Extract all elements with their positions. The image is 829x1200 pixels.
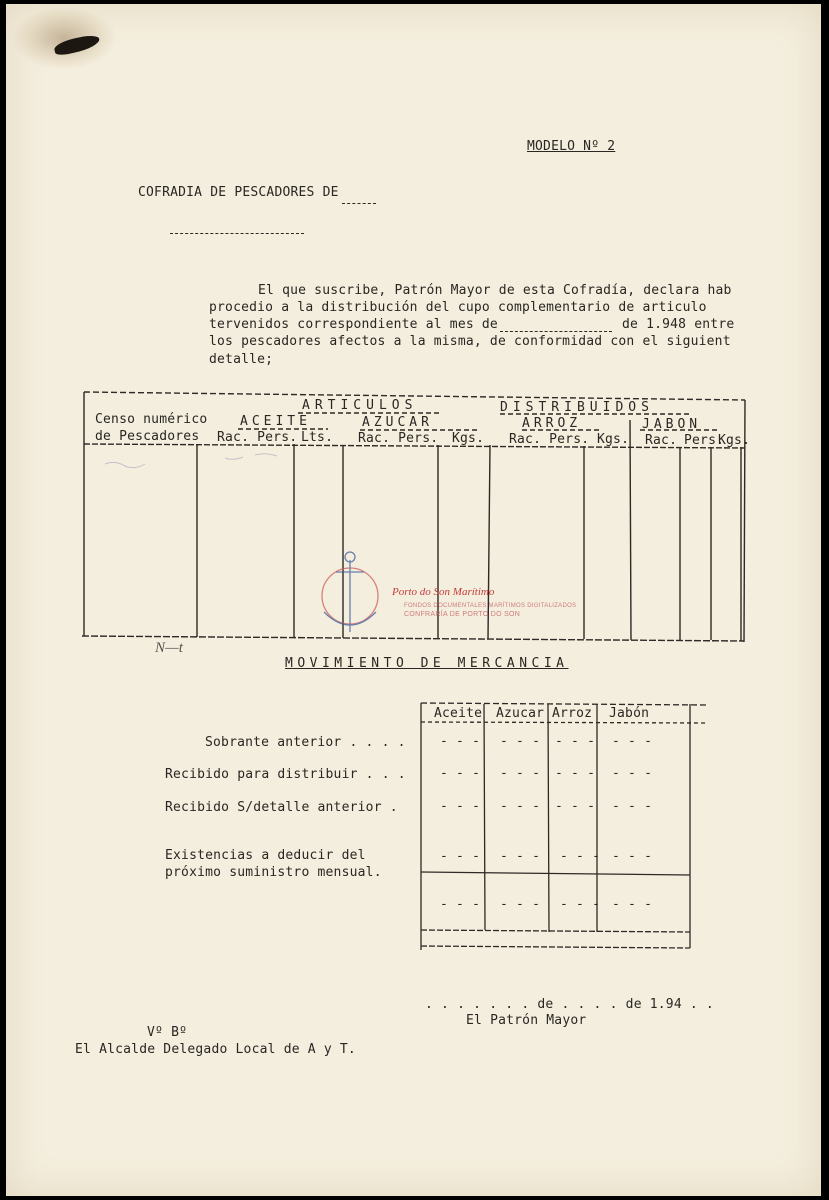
- date-line: . . . . . . . de . . . . de 1.94 . .: [425, 997, 714, 1012]
- cell-blank: - - -: [500, 799, 541, 814]
- jabon-col-pers: Pers.: [684, 433, 725, 448]
- cell-blank: - - -: [440, 897, 481, 912]
- intro-line-4: los pescadores afectos a la misma, de conformidad con el siguient: [209, 334, 731, 349]
- cell-blank: - - -: [612, 734, 653, 749]
- cell-blank: - - -: [500, 897, 541, 912]
- group-azucar: AZUCAR: [362, 415, 433, 430]
- cell-blank: - - -: [440, 799, 481, 814]
- intro-line-3a: tervenidos correspondiente al mes de: [209, 317, 498, 332]
- mov-col-arroz: Arroz: [552, 706, 593, 721]
- intro-line-1: El que suscribe, Patrón Mayor de esta Cofradía, declara hab: [258, 283, 732, 298]
- cell-blank: - - -: [612, 799, 653, 814]
- intro-line-3b: de 1.948 entre: [622, 317, 735, 332]
- mov-row-existencias-1: Existencias a deducir del: [165, 848, 366, 863]
- group-aceite: ACEITE: [240, 414, 311, 429]
- cofradia-label: COFRADIA DE PESCADORES DE: [138, 185, 339, 200]
- articulos-title: ARTICULOS: [302, 398, 418, 413]
- jabon-col-rac: Rac.: [645, 433, 678, 448]
- aceite-col-rac: Rac. Pers.: [217, 430, 298, 445]
- group-arroz: ARROZ: [522, 416, 582, 431]
- mov-row-recibido-detalle: Recibido S/detalle anterior .: [165, 800, 398, 815]
- cell-blank: - - -: [500, 849, 541, 864]
- azucar-col-rac: Rac. Pers.: [358, 431, 439, 446]
- modelo-label: MODELO Nº 2: [527, 139, 616, 154]
- mov-col-jabon: Jabón: [609, 706, 650, 721]
- censo-label-1: Censo numérico: [95, 412, 208, 427]
- jabon-col-kgs: Kgs.: [718, 433, 751, 448]
- patron-signature-label: El Patrón Mayor: [466, 1013, 587, 1028]
- cell-blank: - - -: [555, 766, 596, 781]
- mov-row-recibido: Recibido para distribuir . . .: [165, 767, 406, 782]
- censo-label-2: de Pescadores: [95, 429, 200, 444]
- cell-blank: - - -: [500, 766, 541, 781]
- cell-blank: - - -: [612, 897, 653, 912]
- cell-blank: - - -: [440, 734, 481, 749]
- cell-blank: - - -: [500, 734, 541, 749]
- cell-blank: - - -: [440, 766, 481, 781]
- group-jabon: JABON: [642, 417, 702, 432]
- cell-blank: - - -: [612, 849, 653, 864]
- watermark-title: Porto do Son Marítimo: [392, 586, 495, 598]
- intro-line-5: detalle;: [209, 352, 274, 367]
- visto-bueno: Vº Bº: [147, 1025, 188, 1040]
- arroz-col-kgs: Kgs.: [597, 432, 630, 447]
- mov-col-aceite: Aceite: [434, 706, 483, 721]
- mov-row-sobrante: Sobrante anterior . . . .: [205, 735, 406, 750]
- cell-blank: - - -: [560, 897, 601, 912]
- movimiento-title: MOVIMIENTO DE MERCANCIA: [285, 656, 569, 671]
- watermark-sub-1: FONDOS DOCUMENTALES MARÍTIMOS DIGITALIZADOS: [404, 603, 577, 609]
- handwritten-note: N—t: [155, 640, 184, 656]
- mov-row-existencias-2: próximo suministro mensual.: [165, 865, 382, 880]
- mov-col-azucar: Azucar: [496, 706, 545, 721]
- aceite-col-lts: Lts.: [301, 430, 334, 445]
- arroz-col-rac: Rac. Pers.: [509, 432, 590, 447]
- azucar-col-kgs: Kgs.: [452, 431, 485, 446]
- anchor-icon: [322, 552, 378, 632]
- watermark-sub-2: CONFRARÍA DE PORTO DO SON: [404, 611, 521, 618]
- alcalde-label: El Alcalde Delegado Local de A y T.: [75, 1042, 356, 1057]
- cell-blank: - - -: [440, 849, 481, 864]
- cell-blank: - - -: [555, 799, 596, 814]
- intro-line-2: procedio a la distribución del cupo complementario de articulo: [209, 300, 707, 315]
- cell-blank: - - -: [612, 766, 653, 781]
- cell-blank: - - -: [560, 849, 601, 864]
- cell-blank: - - -: [555, 734, 596, 749]
- distribuidos-title: DISTRIBUIDOS: [500, 400, 654, 415]
